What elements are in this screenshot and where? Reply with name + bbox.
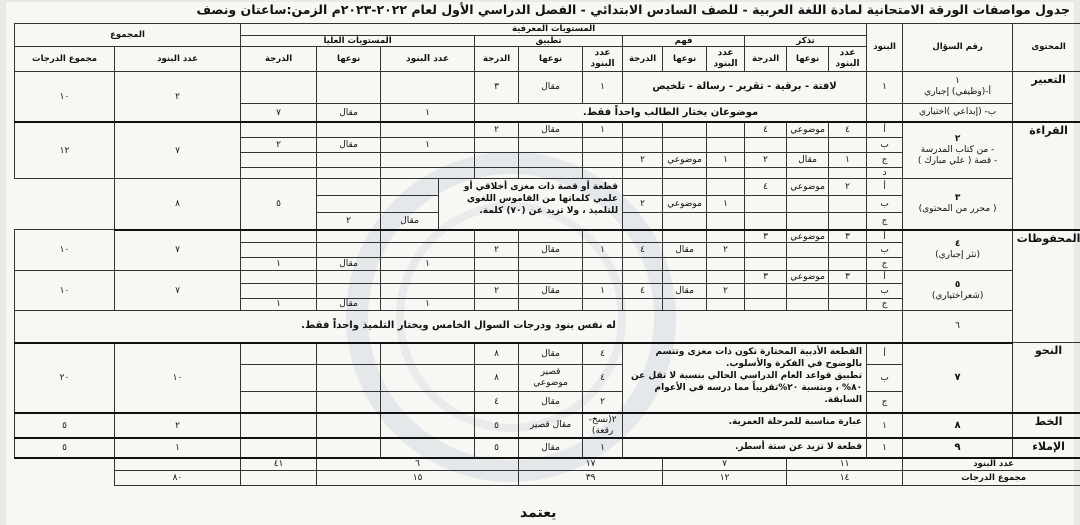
table-cell: موضوعي	[787, 179, 829, 196]
totals-high-grade: ١٥	[317, 470, 519, 485]
table-cell: ٤	[745, 179, 787, 196]
table-cell: مقال	[519, 391, 583, 413]
expression-note: موضوعان يختار الطالب واحداً فقط.	[475, 103, 867, 122]
table-cell: ٢	[241, 137, 317, 152]
table-cell: ٢	[475, 122, 519, 137]
expression-category: التعبير	[1013, 71, 1080, 122]
header-understand-type: نوعها	[663, 47, 707, 71]
table-cell: ب	[867, 196, 903, 213]
header-understand-count: عدد البنود	[707, 47, 745, 71]
table-cell: أ	[867, 230, 903, 243]
table-cell: ١	[707, 152, 745, 167]
table-cell: ١	[707, 196, 745, 213]
table-cell: موضوعي	[663, 152, 707, 167]
table-cell: ٤	[583, 365, 623, 391]
table-cell: ١	[381, 137, 475, 152]
reading-q3-total-grade: ٨	[115, 179, 241, 230]
table-cell: ج	[867, 152, 903, 167]
table-cell: أ	[867, 122, 903, 137]
table-cell: ب	[867, 137, 903, 152]
table-cell: مقال	[317, 298, 381, 311]
dictation-text: قطعة لا تزيد عن ستة أسطر.	[623, 438, 867, 457]
expression-high-grade: ٧	[241, 103, 317, 122]
header-remember-grade: الدرجة	[745, 47, 787, 71]
reading-q3-text: قطعة أو قصة ذات مغزى أخلاقي أو علمي كلماتها من القاموس اللغوي للتلميذ ، ولا تزيد عن (٧٠) كلمة.	[439, 179, 623, 230]
table-cell: ٣	[829, 230, 867, 243]
memorized-q4-row-a	[15, 230, 1080, 243]
expression-apply-grade: ٣	[475, 71, 519, 103]
memorized-q5-row-a	[15, 270, 1080, 283]
table-cell: ٨	[475, 365, 519, 391]
table-cell: مقال	[317, 137, 381, 152]
header-remember-type: نوعها	[787, 47, 829, 71]
table-cell: موضوعي	[663, 196, 707, 213]
table-cell: ٤	[623, 243, 663, 258]
table-cell: ٤	[583, 343, 623, 365]
table-cell: مقال	[663, 243, 707, 258]
table-cell: ج	[867, 298, 903, 311]
table-cell: موضوعي	[787, 230, 829, 243]
reading-q2-total-grade: ١٢	[15, 122, 115, 178]
dictation-category: الإملاء	[1013, 438, 1080, 457]
table-cell: ٤	[475, 391, 519, 413]
header-apply-type: نوعها	[519, 47, 583, 71]
totals-all-grade: ٨٠	[115, 470, 241, 485]
memorized-q6: ٦	[903, 311, 1013, 343]
table-cell: قصير موضوعي	[519, 365, 583, 391]
totals-apply-grade: ٣٩	[519, 470, 663, 485]
table-cell: ٥	[15, 438, 115, 457]
table-cell: مقال	[519, 283, 583, 298]
table-cell: ٢	[115, 413, 241, 439]
header-content: المحتوى	[1013, 24, 1080, 72]
table-cell: ٢	[707, 243, 745, 258]
table-cell: مقال	[519, 438, 583, 457]
table-cell: ٥	[475, 438, 519, 457]
header-question-no: رقم السؤال	[903, 24, 1013, 72]
table-cell: ج	[867, 213, 903, 230]
grammar-total-count: ١٠	[115, 343, 241, 413]
handwriting-text: عبارة مناسبة للمرحلة العمرية.	[623, 413, 867, 439]
table-cell: ٢	[623, 196, 663, 213]
header-high-count: عدد البنود	[381, 47, 475, 71]
expression-high-type: مقال	[317, 103, 381, 122]
header-high-type: نوعها	[317, 47, 381, 71]
table-cell: د	[867, 167, 903, 179]
grammar-text: القطعة الأدبية المختارة تكون ذات مغزى وتتسم بالوضوح في الفكرة والأسلوب. تطبيق قواعد العام الدراسي الحالي بنسبة لا تقل عن ٨٠% ، وبنسبة ٢٠%تقريباً مما درسه في الأعوام السابقة.	[623, 343, 867, 413]
table-cell: ١	[381, 258, 475, 271]
table-cell: ٢	[707, 283, 745, 298]
expression-q1: ١ أ-(وظيفي) إجباري	[903, 71, 1013, 103]
table-cell: أ	[867, 179, 903, 196]
expression-item: ١	[867, 71, 903, 103]
reading-q3: ٣ ( محرر من المحتوى)	[903, 179, 1013, 230]
totals-high-count: ٦	[317, 458, 519, 471]
memorized-q4: ٤ (نثر إجباري)	[903, 230, 1013, 270]
handwriting-q8: ٨	[903, 413, 1013, 439]
header-total-grades: مجموع الدرجات	[15, 47, 115, 71]
expression-high-count: ١	[381, 103, 475, 122]
totals-understand-grade: ١٢	[663, 470, 787, 485]
table-cell: ب	[867, 243, 903, 258]
expression-total-count: ٢	[115, 71, 241, 122]
table-cell: ب	[867, 365, 903, 391]
header-apply-grade: الدرجة	[475, 47, 519, 71]
header-row-1	[15, 24, 1080, 36]
table-cell: مقال	[519, 243, 583, 258]
grammar-row-a	[15, 343, 1080, 365]
totals-all-count: ٤١	[241, 458, 317, 471]
expression-row-1	[15, 71, 1080, 103]
header-total: المجموع	[15, 24, 241, 47]
table-cell: ٣	[745, 270, 787, 283]
table-cell: ٤	[829, 122, 867, 137]
table-cell: ٢	[745, 152, 787, 167]
memorized-q5-total-count: ٧	[115, 270, 241, 310]
memorized-q5-total-grade: ١٠	[15, 270, 115, 310]
expression-apply-type: مقال	[519, 71, 583, 103]
table-cell: ١	[115, 438, 241, 457]
memorized-category: المحفوظات	[1013, 230, 1080, 343]
reading-q3-row-a	[15, 179, 1080, 196]
table-cell: أ	[867, 343, 903, 365]
header-higher-levels: المستويات العليا	[241, 35, 475, 47]
table-cell: موضوعي	[787, 122, 829, 137]
table-cell: ٢(نسخ- رقعة)	[583, 413, 623, 439]
table-cell: ١	[583, 438, 623, 457]
table-cell: موضوعي	[787, 270, 829, 283]
header-high-grade: الدرجة	[241, 47, 317, 71]
table-cell: ج	[867, 391, 903, 413]
header-remember: تذكر	[745, 35, 867, 47]
memorized-q4-total-count: ٧	[115, 230, 241, 270]
expression-apply-count: ١	[583, 71, 623, 103]
reading-q2-total-count: ٧	[115, 122, 241, 178]
totals-items-row	[15, 458, 1080, 471]
table-cell: ٥	[475, 413, 519, 439]
handwriting-row	[15, 413, 1080, 439]
memorized-q6-note: له نفس بنود ودرجات السوال الخامس ويختار التلميذ واحداً فقط.	[15, 311, 903, 343]
table-cell: مقال	[519, 343, 583, 365]
table-cell: ٤	[745, 122, 787, 137]
dictation-row	[15, 438, 1080, 457]
totals-remember-count: ١١	[787, 458, 903, 471]
table-cell: مقال	[381, 213, 439, 230]
table-cell: مقال	[787, 152, 829, 167]
table-cell: أ	[867, 270, 903, 283]
table-cell: مقال	[519, 122, 583, 137]
grammar-q7: ٧	[903, 343, 1013, 413]
specification-table	[14, 23, 1080, 486]
expression-topics: لافتة - برقية - تقرير - رسالة - تلخيص	[623, 71, 867, 103]
dictation-q9: ٩	[903, 438, 1013, 457]
reading-q2: ٢ - من كتاب المدرسة - قصة ( علي مبارك )	[903, 122, 1013, 178]
table-cell: ٣	[829, 270, 867, 283]
table-cell: ٢	[475, 283, 519, 298]
header-total-count: عدد البنود	[115, 47, 241, 71]
totals-apply-count: ١٧	[519, 458, 663, 471]
expression-q1-b: ب- (إبداعي )اختياري	[903, 103, 1013, 122]
totals-understand-count: ٧	[663, 458, 787, 471]
table-cell: ٥	[15, 413, 115, 439]
memorized-q5: ٥ (شعراختياري)	[903, 270, 1013, 310]
table-cell: ١	[867, 438, 903, 457]
table-cell: ١	[241, 298, 317, 311]
header-understand: فهم	[623, 35, 745, 47]
totals-grades-label: مجموع الدرجات	[903, 470, 1080, 485]
expression-total-grade: ١٠	[15, 71, 115, 122]
header-cognitive-levels: المستويات المعرفية	[241, 24, 867, 36]
table-cell: ٢	[475, 243, 519, 258]
table-cell: ١	[381, 298, 475, 311]
header-apply: تطبيق	[475, 35, 623, 47]
table-cell: مقال	[663, 283, 707, 298]
reading-q2-row-a	[15, 122, 1080, 137]
table-cell: ٢	[623, 152, 663, 167]
header-remember-count: عدد البنود	[829, 47, 867, 71]
approval-text: يعتمد	[520, 505, 557, 521]
page-title: جدول مواصفات الورقة الامتحانية لمادة اللغة العربية - للصف السادس الابتدائي - الفصل الدراسي الأول لعام ٢٠٢٢-٢٠٢٣م الزمن:ساعتان ونصف	[196, 2, 1070, 17]
table-cell: ٢	[583, 391, 623, 413]
table-cell: ٤	[623, 283, 663, 298]
table-cell: ١	[829, 152, 867, 167]
header-items: البنود	[867, 24, 903, 72]
header-apply-count: عدد البنود	[583, 47, 623, 71]
reading-category: القراءة	[1013, 122, 1080, 229]
header-understand-grade: الدرجة	[623, 47, 663, 71]
table-cell: ب	[867, 283, 903, 298]
table-cell: مقال	[317, 258, 381, 271]
totals-remember-grade: ١٤	[787, 470, 903, 485]
totals-items-label: عدد البنود	[903, 458, 1080, 471]
table-cell: ١	[867, 413, 903, 439]
reading-q3-total-count: ٥	[241, 179, 317, 230]
totals-grades-row	[15, 470, 1080, 485]
grammar-total-grade: ٢٠	[15, 343, 115, 413]
grammar-category: النحو	[1013, 343, 1080, 413]
table-cell: ٨	[475, 343, 519, 365]
table-cell: ١	[241, 258, 317, 271]
handwriting-category: الخط	[1013, 413, 1080, 439]
table-cell: ٢	[829, 179, 867, 196]
table-cell: ١	[583, 283, 623, 298]
table-cell: ٣	[745, 230, 787, 243]
table-cell: ١	[583, 243, 623, 258]
table-cell: ١	[583, 122, 623, 137]
memorized-q6-row	[15, 311, 1080, 343]
table-cell: مقال قصير	[519, 413, 583, 439]
table-cell: ج	[867, 258, 903, 271]
memorized-q4-total-grade: ١٠	[15, 230, 115, 270]
table-cell: ٢	[317, 213, 381, 230]
